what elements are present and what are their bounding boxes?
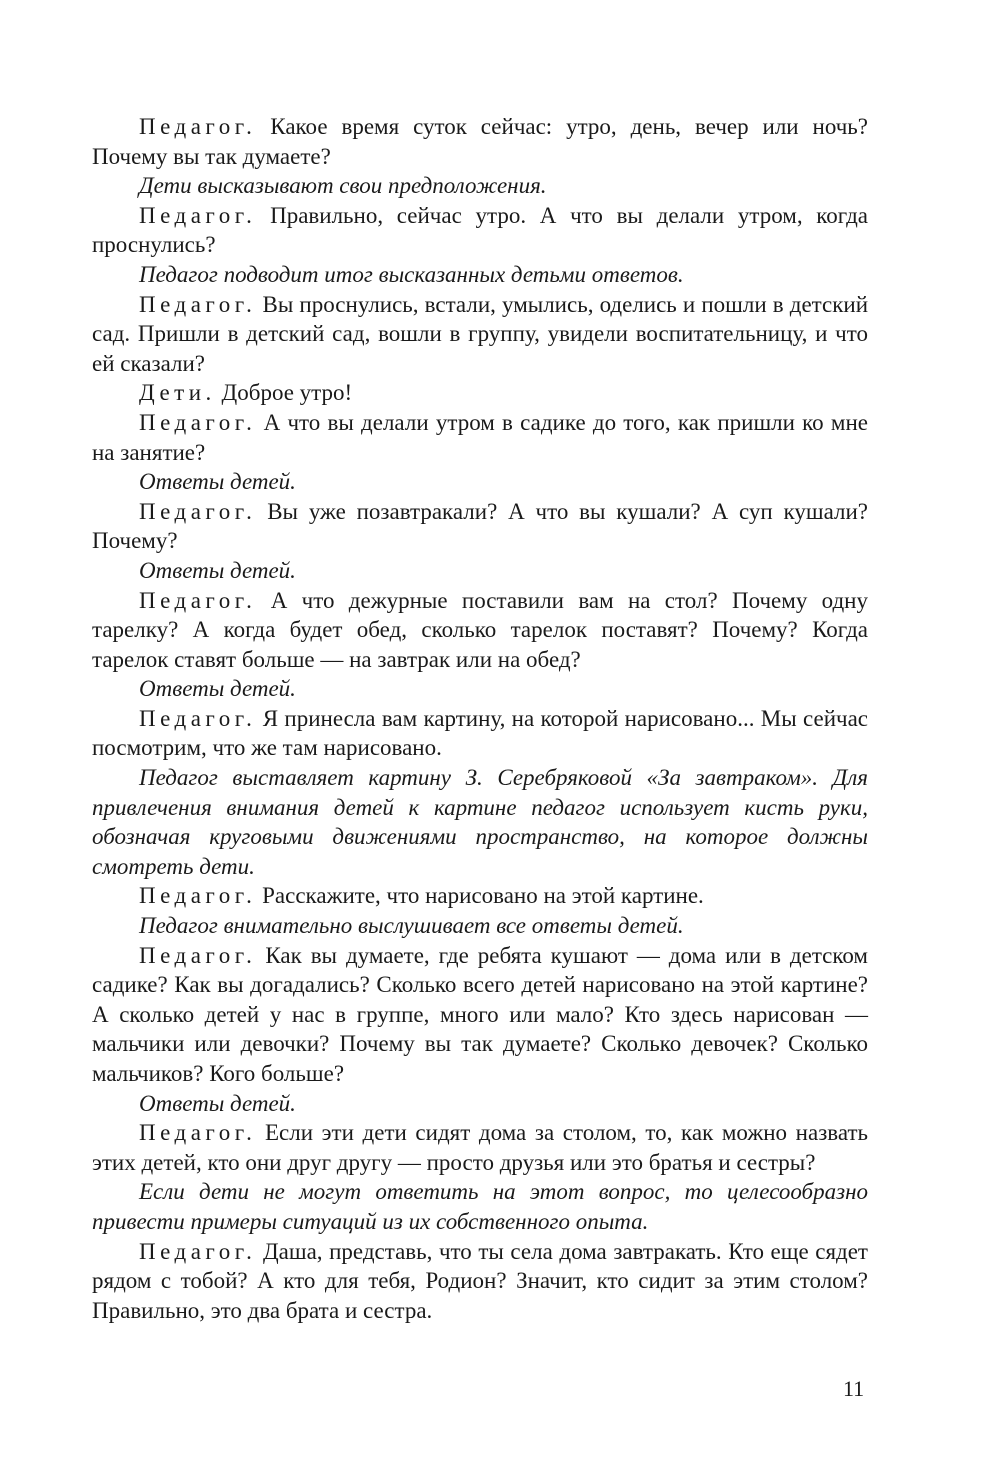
stage-direction: Ответы детей.: [139, 469, 296, 495]
speaker-label: Педагог.: [139, 498, 257, 524]
speech-text: Если эти дети сидят дома за столом, то, как можно назвать этих детей, кто они друг другу — просто друзья или это братья и сестры?: [92, 1120, 868, 1175]
speaker-label: Педагог.: [139, 883, 257, 909]
dialogue-line: [92, 112, 868, 171]
page-number: 11: [843, 1376, 865, 1401]
stage-direction: Ответы детей.: [139, 557, 296, 583]
dialogue-line: [92, 941, 868, 1089]
dialogue-line: [92, 378, 868, 408]
speech-text: Как вы думаете, где ребята кушают — дома или в детском садике? Как вы догадались? Сколько всего детей нарисовано на этой картине? А сколько детей у нас в группе, много или мало? Кто здесь нарисован — мальчики или девочки? Почему вы так думаете? Сколько девочек? Сколько мальчиков? Кого больше?: [92, 942, 868, 1086]
speaker-label: Педагог.: [139, 942, 257, 968]
stage-direction: Педагог выставляет картину З. Серебряковой «За завтраком». Для привлечения внимания детей к картине педагог использует кисть руки, обозначая круговыми движениями пространство, на которое должны смотреть дети.: [92, 765, 868, 879]
speech-text: Вы уже позавтракали? А что вы кушали? А суп кушали? Почему?: [92, 498, 868, 554]
speaker-label: Педагог.: [139, 291, 257, 317]
speaker-label: Педагог.: [139, 705, 257, 731]
dialogue-line: [92, 201, 868, 260]
page-body: [92, 112, 868, 1325]
dialogue-line: [92, 290, 868, 379]
speaker-label: Педагог.: [139, 587, 257, 613]
stage-direction: Ответы детей.: [139, 676, 296, 702]
speaker-label: Педагог.: [139, 202, 257, 228]
speaker-label: Педагог.: [139, 1120, 257, 1146]
speech-text: Вы проснулись, встали, умылись, оделись и пошли в детский сад. Пришли в детский сад, вошли в группу, увидели воспитательницу, и что ей сказали?: [92, 291, 868, 376]
speech-text: Я принесла вам картину, на которой нарисовано... Мы сейчас посмотрим, что же там нарисовано.: [92, 705, 868, 761]
stage-direction: Ответы детей.: [139, 1090, 296, 1116]
speaker-label: Дети.: [139, 380, 216, 406]
dialogue-line: [92, 408, 868, 467]
dialogue-line: [92, 1237, 868, 1326]
dialogue-line: [92, 1118, 868, 1177]
stage-direction: Если дети не могут ответить на этот вопрос, то целесообразно привести примеры ситуаций из их собственного опыта.: [92, 1179, 868, 1234]
dialogue-line: [92, 497, 868, 556]
speech-text: Правильно, сейчас утро. А что вы делали утром, когда проснулись?: [92, 202, 868, 258]
stage-direction: Педагог подводит итог высказанных детьми ответов.: [139, 261, 684, 287]
speech-text: А что дежурные поставили вам на стол? Почему одну тарелку? А когда будет обед, сколько тарелок поставят? Почему? Когда тарелок ставят больше — на завтрак или на обед?: [92, 587, 868, 672]
speech-text: Даша, представь, что ты села дома завтракать. Кто еще сядет рядом с тобой? А кто для тебя, Родион? Значит, кто сидит за этим столом? Правильно, это два брата и сестра.: [92, 1238, 868, 1323]
stage-direction: Педагог внимательно выслушивает все ответы детей.: [139, 913, 684, 939]
speaker-label: Педагог.: [139, 114, 257, 139]
stage-direction: Дети высказывают свои предположения.: [139, 173, 547, 199]
speech-text: Расскажите, что нарисовано на этой картине.: [256, 883, 704, 909]
dialogue-line: [92, 881, 868, 911]
dialogue-line: [92, 704, 868, 763]
speech-text: Какое время суток сейчас: утро, день, вечер или ночь? Почему вы так думаете?: [92, 114, 868, 169]
speaker-label: Педагог.: [139, 409, 257, 435]
dialogue-line: [92, 586, 868, 675]
speaker-label: Педагог.: [139, 1238, 257, 1264]
speech-text: Доброе утро!: [215, 380, 353, 406]
speech-text: А что вы делали утром в садике до того, как пришли ко мне на занятие?: [92, 409, 868, 465]
